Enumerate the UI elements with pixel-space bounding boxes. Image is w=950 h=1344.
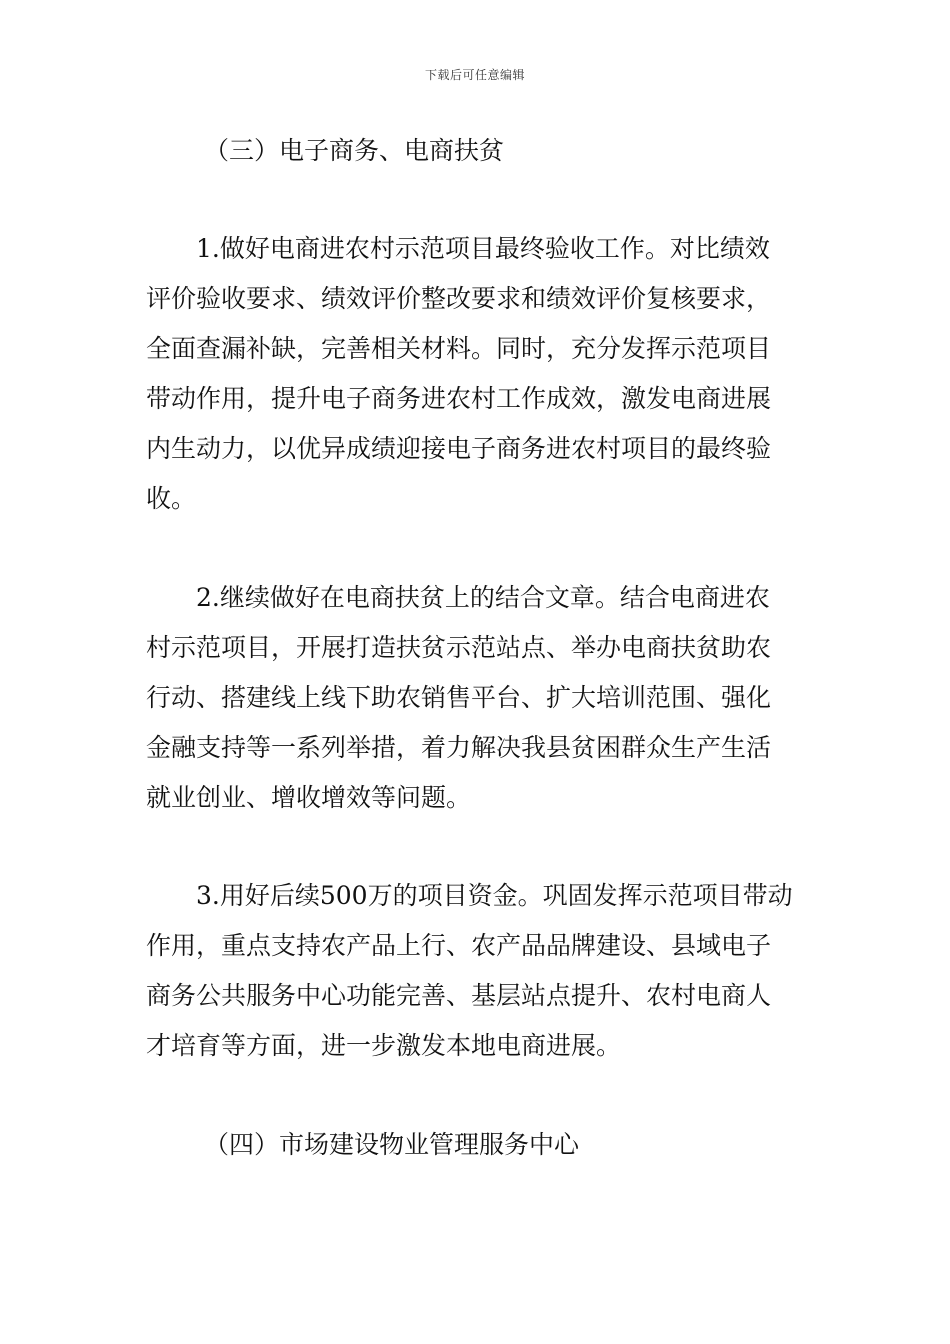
paragraph-line: 带动作用，提升电子商务进农村工作成效，激发电商进展: [146, 384, 772, 413]
paragraph-line: 收。: [146, 484, 197, 513]
paragraph-3: [146, 871, 793, 1071]
paragraph-line: 才培育等方面，进一步激发本地电商进展。: [146, 1031, 622, 1060]
paragraph-line: 评价验收要求、绩效评价整改要求和绩效评价复核要求，: [146, 284, 772, 313]
page-header: 下载后可任意编辑: [424, 68, 525, 82]
paragraph-line: 全面查漏补缺，完善相关材料。同时，充分发挥示范项目: [146, 334, 772, 363]
section-heading-4: （四）市场建设物业管理服务中心: [204, 1130, 580, 1159]
paragraph-line: 行动、搭建线上线下助农销售平台、扩大培训范围、强化: [146, 683, 772, 712]
paragraph-line: 作用，重点支持农产品上行、农产品品牌建设、县域电子: [146, 931, 772, 960]
paragraph-2: [146, 573, 771, 823]
paragraph-line: 1.做好电商进农村示范项目最终验收工作。对比绩效: [196, 234, 770, 263]
paragraph-line: 金融支持等一系列举措，着力解决我县贫困群众生产生活: [146, 733, 772, 762]
paragraph-line: 就业创业、增收增效等问题。: [146, 783, 472, 812]
paragraph-line: 村示范项目，开展打造扶贫示范站点、举办电商扶贫助农: [146, 633, 772, 662]
paragraph-line: 商务公共服务中心功能完善、基层站点提升、农村电商人: [146, 981, 772, 1010]
section-heading-3: （三）电子商务、电商扶贫: [204, 136, 505, 165]
paragraph-line: 3.用好后续500万的项目资金。巩固发挥示范项目带动: [196, 881, 793, 910]
paragraph-line: 内生动力，以优异成绩迎接电子商务进农村项目的最终验: [146, 434, 772, 463]
paragraph-1: [146, 224, 771, 524]
paragraph-line: 2.继续做好在电商扶贫上的结合文章。结合电商进农: [196, 583, 770, 612]
